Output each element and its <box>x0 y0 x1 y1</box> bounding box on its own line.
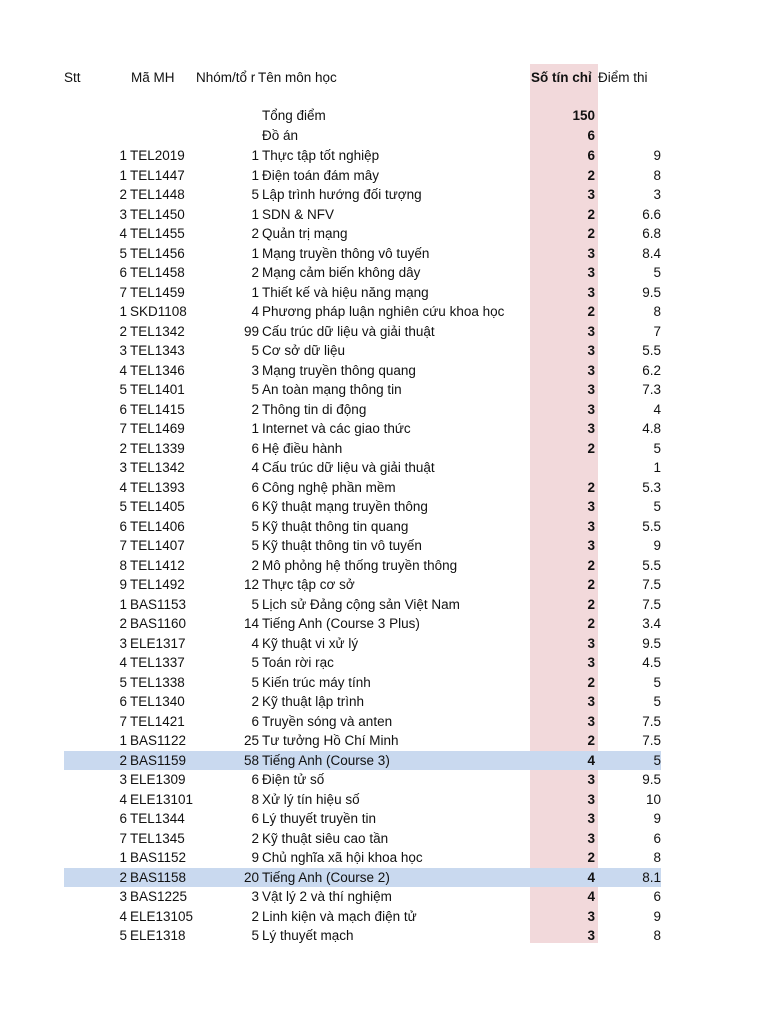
row-stt: 3 <box>119 343 127 358</box>
table-row[interactable] <box>0 497 768 517</box>
row-stt: 4 <box>119 655 127 670</box>
header-stt: Stt <box>64 70 81 85</box>
row-stt: 1 <box>119 148 127 163</box>
row-exam-score: 7.5 <box>642 713 661 729</box>
row-group: 5 <box>251 518 259 534</box>
row-course-code: TEL1450 <box>130 206 185 222</box>
header-course-name: Tên môn học <box>258 70 337 85</box>
table-row[interactable] <box>0 887 768 907</box>
table-row[interactable] <box>0 478 768 498</box>
row-group: 3 <box>251 889 259 904</box>
row-credits: 3 <box>587 362 595 378</box>
row-group: 9 <box>251 850 259 865</box>
row-course-code: BAS1225 <box>130 889 188 904</box>
table-row[interactable] <box>0 439 768 459</box>
row-stt: 6 <box>119 518 127 534</box>
table-row[interactable] <box>0 146 768 166</box>
row-course-name: Kỹ thuật thông tin vô tuyến <box>262 538 422 553</box>
row-course-name: Chủ nghĩa xã hội khoa học <box>262 850 423 865</box>
row-credits: 3 <box>587 713 595 729</box>
row-exam-score: 7.5 <box>642 733 661 748</box>
row-stt: 3 <box>119 206 127 222</box>
row-course-code: TEL1407 <box>130 538 185 553</box>
row-credits: 4 <box>587 869 595 885</box>
row-course-name: Công nghệ phần mềm <box>262 479 396 495</box>
row-exam-score: 5 <box>653 440 661 456</box>
row-exam-score: 6.6 <box>642 206 661 222</box>
row-course-name: Tiếng Anh (Course 2) <box>262 869 390 885</box>
row-course-code: SKD1108 <box>130 304 187 319</box>
row-course-code: BAS1158 <box>130 869 187 885</box>
row-stt: 1 <box>119 167 127 183</box>
row-credits: 2 <box>587 226 595 241</box>
row-exam-score: 5.5 <box>642 557 661 573</box>
total-score-value: 150 <box>572 108 595 123</box>
row-stt: 3 <box>119 772 127 787</box>
table-row[interactable] <box>64 868 661 888</box>
row-stt: 7 <box>119 421 127 436</box>
row-credits: 3 <box>587 245 595 261</box>
row-exam-score: 5 <box>653 265 661 280</box>
row-group: 1 <box>251 167 259 183</box>
row-stt: 6 <box>119 811 127 826</box>
row-stt: 4 <box>119 226 127 241</box>
row-stt: 7 <box>119 830 127 846</box>
row-course-name: Kỹ thuật vi xử lý <box>262 635 359 651</box>
row-course-code: BAS1122 <box>130 733 187 748</box>
row-stt: 1 <box>119 304 127 319</box>
row-course-name: Cấu trúc dữ liệu và giải thuật <box>262 323 435 339</box>
row-stt: 4 <box>119 479 127 495</box>
table-row[interactable] <box>0 907 768 927</box>
table-row[interactable] <box>0 692 768 712</box>
table-row[interactable] <box>0 419 768 439</box>
row-exam-score: 6.8 <box>642 226 661 241</box>
row-stt: 5 <box>119 499 127 514</box>
row-course-name: Mạng truyền thông vô tuyến <box>262 245 430 261</box>
table-row[interactable] <box>0 614 768 634</box>
row-credits: 2 <box>587 167 595 183</box>
row-exam-score: 6 <box>653 889 661 904</box>
row-course-name: Truyền sóng và anten <box>262 713 393 729</box>
row-group: 14 <box>243 616 259 631</box>
row-exam-score: 3.4 <box>642 616 661 631</box>
row-group: 5 <box>251 187 259 202</box>
row-course-name: Kỹ thuật lập trình <box>262 694 365 709</box>
row-exam-score: 9 <box>653 148 661 163</box>
project-label: Đồ án <box>262 128 299 143</box>
row-credits: 2 <box>587 674 595 690</box>
row-credits: 3 <box>587 323 595 339</box>
row-stt: 9 <box>119 577 127 592</box>
row-group: 25 <box>243 733 259 748</box>
row-exam-score: 7.3 <box>642 382 661 397</box>
table-row[interactable] <box>0 848 768 868</box>
row-credits: 3 <box>587 499 595 514</box>
row-course-name: Thiết kế và hiệu năng mạng <box>262 284 429 300</box>
row-course-code: TEL1345 <box>130 830 185 846</box>
row-course-code: TEL1415 <box>130 401 185 417</box>
row-exam-score: 5 <box>653 499 661 514</box>
row-course-code: TEL1346 <box>130 362 185 378</box>
row-exam-score: 8 <box>653 304 661 319</box>
row-exam-score: 5.3 <box>642 479 661 495</box>
row-course-code: TEL1455 <box>130 226 185 241</box>
row-exam-score: 5.5 <box>642 343 661 358</box>
row-course-code: TEL1340 <box>130 694 185 709</box>
row-group: 6 <box>251 772 259 787</box>
row-course-name: Vật lý 2 và thí nghiệm <box>262 889 392 904</box>
table-row[interactable] <box>0 770 768 790</box>
table-row[interactable] <box>0 575 768 595</box>
table-row[interactable] <box>0 283 768 303</box>
table-row[interactable] <box>0 829 768 849</box>
table-row[interactable] <box>0 400 768 420</box>
row-group: 1 <box>251 421 259 436</box>
row-exam-score: 7.5 <box>642 577 661 592</box>
row-course-name: Mạng cảm biến không dây <box>262 265 421 280</box>
row-course-name: Điện toán đám mây <box>262 167 380 183</box>
row-exam-score: 7.5 <box>642 596 661 612</box>
row-credits: 3 <box>587 908 595 924</box>
row-credits: 2 <box>587 850 595 865</box>
row-course-name: Cấu trúc dữ liệu và giải thuật <box>262 460 435 475</box>
row-credits: 3 <box>587 187 595 202</box>
row-credits: 3 <box>587 284 595 300</box>
table-row[interactable] <box>0 166 768 186</box>
row-exam-score: 4.5 <box>642 655 661 670</box>
row-exam-score: 9 <box>653 538 661 553</box>
row-course-code: BAS1159 <box>130 752 187 768</box>
row-group: 2 <box>251 830 259 846</box>
row-stt: 1 <box>119 733 127 748</box>
row-course-name: SDN & NFV <box>262 206 335 222</box>
row-course-name: Hệ điều hành <box>262 440 343 456</box>
row-group: 4 <box>251 635 259 651</box>
row-exam-score: 9.5 <box>642 772 661 787</box>
row-course-name: An toàn mạng thông tin <box>262 382 402 397</box>
row-credits: 2 <box>587 479 595 495</box>
course-table <box>0 146 768 946</box>
row-group: 8 <box>251 791 259 807</box>
row-exam-score: 8 <box>653 850 661 865</box>
row-stt: 6 <box>119 401 127 417</box>
row-course-code: TEL1448 <box>130 187 185 202</box>
row-course-code: ELE13101 <box>130 791 194 807</box>
table-row[interactable] <box>0 361 768 381</box>
table-row[interactable] <box>0 673 768 693</box>
row-course-code: TEL1343 <box>130 343 185 358</box>
row-credits: 4 <box>587 752 595 768</box>
row-credits: 2 <box>587 206 595 222</box>
row-group: 6 <box>251 479 259 495</box>
row-course-code: TEL1492 <box>130 577 185 592</box>
row-exam-score: 9 <box>653 908 661 924</box>
row-credits: 2 <box>587 577 595 592</box>
row-course-code: TEL1337 <box>130 655 185 670</box>
project-value: 6 <box>587 128 595 143</box>
row-group: 99 <box>243 323 259 339</box>
row-course-name: Lý thuyết truyền tin <box>262 811 377 826</box>
row-course-code: TEL1458 <box>130 265 185 280</box>
row-exam-score: 5 <box>653 752 661 768</box>
row-course-code: TEL1459 <box>130 284 185 300</box>
row-credits: 2 <box>587 733 595 748</box>
row-group: 58 <box>243 752 259 768</box>
row-course-code: TEL1344 <box>130 811 185 826</box>
table-row[interactable] <box>0 595 768 615</box>
table-row[interactable] <box>0 634 768 654</box>
row-group: 2 <box>251 694 259 709</box>
row-course-code: TEL2019 <box>130 148 185 163</box>
row-course-code: BAS1152 <box>130 850 187 865</box>
row-course-name: Lịch sử Đảng cộng sản Việt Nam <box>262 596 460 612</box>
row-course-name: Kỹ thuật mạng truyền thông <box>262 499 428 514</box>
row-exam-score: 9.5 <box>642 635 661 651</box>
table-row[interactable] <box>64 751 661 771</box>
row-credits: 3 <box>587 811 595 826</box>
row-group: 2 <box>251 265 259 280</box>
row-course-name: Toán rời rạc <box>262 655 334 670</box>
row-course-code: BAS1160 <box>130 616 187 631</box>
row-course-name: Linh kiện và mạch điện tử <box>262 908 417 924</box>
row-stt: 2 <box>119 616 127 631</box>
table-row[interactable] <box>0 185 768 205</box>
row-course-code: ELE13105 <box>130 908 194 924</box>
row-group: 2 <box>251 908 259 924</box>
header-exam-score: Điểm thi <box>598 70 648 85</box>
row-credits: 3 <box>587 772 595 787</box>
row-exam-score: 9 <box>653 811 661 826</box>
row-credits: 3 <box>587 655 595 670</box>
row-course-name: Kỹ thuật siêu cao tần <box>262 830 389 846</box>
row-stt: 2 <box>119 869 127 885</box>
row-course-code: ELE1318 <box>130 928 186 943</box>
row-group: 1 <box>251 284 259 300</box>
row-credits: 6 <box>587 148 595 163</box>
row-credits: 2 <box>587 557 595 573</box>
row-stt: 5 <box>119 245 127 261</box>
table-row[interactable] <box>0 517 768 537</box>
row-stt: 3 <box>119 635 127 651</box>
row-exam-score: 8 <box>653 167 661 183</box>
row-exam-score: 3 <box>653 187 661 202</box>
row-course-name: Tiếng Anh (Course 3) <box>262 752 390 768</box>
total-score-label: Tổng điểm <box>262 108 326 123</box>
row-group: 5 <box>251 674 259 690</box>
row-course-code: TEL1342 <box>130 323 185 339</box>
row-course-name: Internet và các giao thức <box>262 421 411 436</box>
row-exam-score: 7 <box>653 323 661 339</box>
row-course-name: Tiếng Anh (Course 3 Plus) <box>262 616 420 631</box>
row-group: 1 <box>251 206 259 222</box>
row-course-name: Lập trình hướng đối tượng <box>262 187 422 202</box>
table-row[interactable] <box>0 380 768 400</box>
row-course-name: Mô phỏng hệ thống truyền thông <box>262 557 458 573</box>
row-course-code: BAS1153 <box>130 596 187 612</box>
row-exam-score: 8 <box>653 928 661 943</box>
row-stt: 2 <box>119 440 127 456</box>
row-group: 12 <box>243 577 259 592</box>
row-credits: 3 <box>587 635 595 651</box>
row-group: 5 <box>251 343 259 358</box>
row-exam-score: 6.2 <box>642 362 661 378</box>
row-exam-score: 1 <box>653 460 661 475</box>
row-exam-score: 5 <box>653 674 661 690</box>
row-course-name: Thực tập cơ sở <box>262 577 355 592</box>
row-course-code: TEL1447 <box>130 167 185 183</box>
row-course-code: TEL1412 <box>130 557 185 573</box>
row-credits: 3 <box>587 401 595 417</box>
row-exam-score: 8.1 <box>642 869 661 885</box>
row-group: 4 <box>251 304 259 319</box>
row-exam-score: 9.5 <box>642 284 661 300</box>
row-course-code: ELE1309 <box>130 772 186 787</box>
table-row[interactable] <box>0 244 768 264</box>
row-credits: 3 <box>587 382 595 397</box>
row-course-name: Lý thuyết mạch <box>262 928 354 943</box>
row-course-code: TEL1338 <box>130 674 185 690</box>
row-course-name: Phương pháp luận nghiên cứu khoa học <box>262 304 505 319</box>
row-stt: 3 <box>119 460 127 475</box>
row-group: 5 <box>251 655 259 670</box>
row-group: 5 <box>251 382 259 397</box>
row-course-name: Kỹ thuật thông tin quang <box>262 518 409 534</box>
row-group: 1 <box>251 148 259 163</box>
row-exam-score: 10 <box>645 791 661 807</box>
row-exam-score: 5.5 <box>642 518 661 534</box>
row-group: 2 <box>251 226 259 241</box>
row-group: 2 <box>251 557 259 573</box>
row-course-name: Mạng truyền thông quang <box>262 362 416 378</box>
row-exam-score: 4.8 <box>642 421 661 436</box>
row-group: 4 <box>251 460 259 475</box>
row-course-name: Xử lý tín hiệu số <box>262 791 360 807</box>
row-group: 20 <box>243 869 259 885</box>
row-course-name: Điện tử số <box>262 772 325 787</box>
row-group: 5 <box>251 596 259 612</box>
row-stt: 7 <box>119 713 127 729</box>
row-credits: 2 <box>587 440 595 456</box>
table-row[interactable] <box>0 302 768 322</box>
row-group: 6 <box>251 811 259 826</box>
row-credits: 2 <box>587 304 595 319</box>
row-stt: 7 <box>119 538 127 553</box>
row-stt: 4 <box>119 791 127 807</box>
row-stt: 2 <box>119 187 127 202</box>
row-exam-score: 6 <box>653 830 661 846</box>
row-course-code: TEL1339 <box>130 440 185 456</box>
row-course-name: Thông tin di động <box>262 401 367 417</box>
row-stt: 5 <box>119 928 127 943</box>
table-row[interactable] <box>0 205 768 225</box>
row-course-code: TEL1469 <box>130 421 185 436</box>
row-stt: 7 <box>119 284 127 300</box>
row-group: 5 <box>251 928 259 943</box>
row-credits: 3 <box>587 421 595 436</box>
header-course-code: Mã MH <box>131 70 175 85</box>
table-row[interactable] <box>0 341 768 361</box>
table-row[interactable] <box>0 458 768 478</box>
row-credits: 3 <box>587 343 595 358</box>
table-row[interactable] <box>0 224 768 244</box>
row-course-name: Cơ sở dữ liệu <box>262 343 346 358</box>
table-row[interactable] <box>0 322 768 342</box>
row-course-name: Tư tưởng Hồ Chí Minh <box>262 733 399 748</box>
row-course-code: TEL1342 <box>130 460 185 475</box>
row-stt: 1 <box>119 596 127 612</box>
header-group: Nhóm/tổ r <box>196 70 256 85</box>
row-stt: 4 <box>119 362 127 378</box>
row-stt: 3 <box>119 889 127 904</box>
row-credits: 3 <box>587 518 595 534</box>
table-row[interactable] <box>0 731 768 751</box>
row-stt: 5 <box>119 674 127 690</box>
row-course-code: TEL1456 <box>130 245 185 261</box>
row-credits: 3 <box>587 538 595 553</box>
row-course-code: TEL1393 <box>130 479 185 495</box>
table-row[interactable] <box>0 712 768 732</box>
row-group: 2 <box>251 401 259 417</box>
table-row[interactable] <box>0 926 768 946</box>
row-stt: 1 <box>119 850 127 865</box>
row-credits: 4 <box>587 889 595 904</box>
row-course-code: TEL1421 <box>130 713 185 729</box>
table-row[interactable] <box>0 790 768 810</box>
row-course-code: ELE1317 <box>130 635 186 651</box>
row-credits: 2 <box>587 596 595 612</box>
row-group: 6 <box>251 440 259 456</box>
row-credits: 3 <box>587 694 595 709</box>
row-course-code: TEL1406 <box>130 518 185 534</box>
row-group: 1 <box>251 245 259 261</box>
row-course-name: Kiến trúc máy tính <box>262 674 371 690</box>
row-exam-score: 4 <box>653 401 661 417</box>
row-group: 3 <box>251 362 259 378</box>
row-group: 6 <box>251 713 259 729</box>
row-stt: 4 <box>119 908 127 924</box>
table-row[interactable] <box>0 556 768 576</box>
row-credits: 3 <box>587 265 595 280</box>
row-exam-score: 8.4 <box>642 245 661 261</box>
table-row[interactable] <box>0 263 768 283</box>
row-stt: 8 <box>119 557 127 573</box>
header-credits: Số tín chỉ <box>531 70 592 85</box>
row-course-code: TEL1401 <box>130 382 185 397</box>
table-row[interactable] <box>0 536 768 556</box>
row-stt: 6 <box>119 265 127 280</box>
row-credits: 3 <box>587 928 595 943</box>
row-group: 6 <box>251 499 259 514</box>
row-exam-score: 5 <box>653 694 661 709</box>
row-course-code: TEL1405 <box>130 499 185 514</box>
row-course-name: Thực tập tốt nghiệp <box>262 148 380 163</box>
row-stt: 5 <box>119 382 127 397</box>
row-group: 5 <box>251 538 259 553</box>
table-row[interactable] <box>0 653 768 673</box>
table-row[interactable] <box>0 809 768 829</box>
row-credits: 3 <box>587 791 595 807</box>
row-credits: 3 <box>587 830 595 846</box>
row-stt: 2 <box>119 752 127 768</box>
row-stt: 2 <box>119 323 127 339</box>
row-stt: 6 <box>119 694 127 709</box>
row-course-name: Quản trị mạng <box>262 226 348 241</box>
row-credits: 2 <box>587 616 595 631</box>
